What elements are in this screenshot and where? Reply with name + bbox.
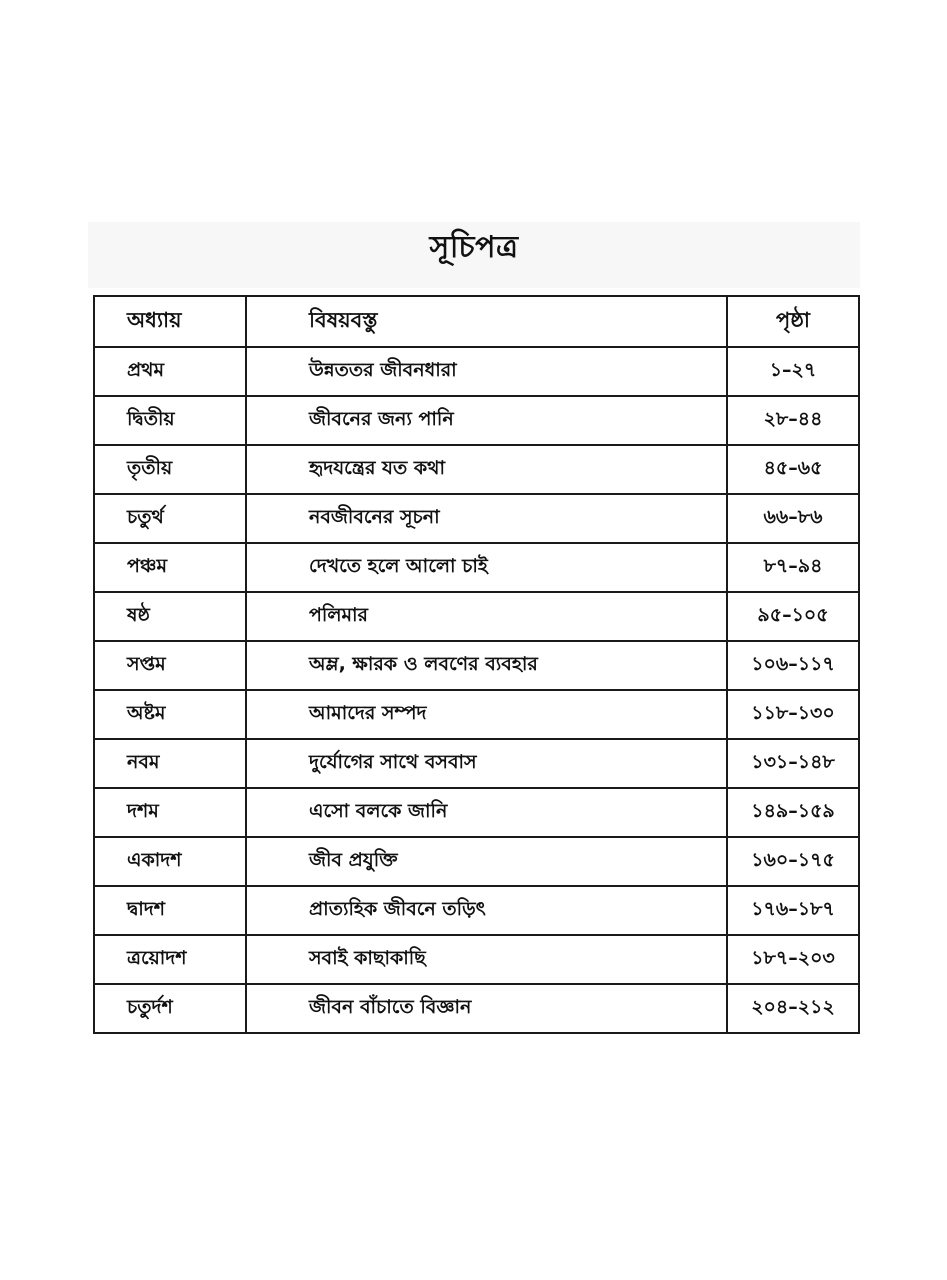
topic-cell: হৃদযন্ত্রের যত কথা xyxy=(246,445,727,494)
topic-cell: দুর্যোগের সাথে বসবাস xyxy=(246,739,727,788)
chapter-cell: চতুর্দশ xyxy=(94,984,246,1033)
table-row xyxy=(94,788,859,837)
page-range-cell: ৪৫–৬৫ xyxy=(727,445,859,494)
header-page: পৃষ্ঠা xyxy=(727,296,859,347)
chapter-cell: অষ্টম xyxy=(94,690,246,739)
table-row xyxy=(94,935,859,984)
chapter-cell: সপ্তম xyxy=(94,641,246,690)
chapter-cell: পঞ্চম xyxy=(94,543,246,592)
page-range-cell: ১০৬–১১৭ xyxy=(727,641,859,690)
topic-cell: দেখতে হলে আলো চাই xyxy=(246,543,727,592)
header-chapter: অধ্যায় xyxy=(94,296,246,347)
chapter-cell: দ্বিতীয় xyxy=(94,396,246,445)
table-row xyxy=(94,690,859,739)
table-row xyxy=(94,641,859,690)
topic-cell: প্রাত্যহিক জীবনে তড়িৎ xyxy=(246,886,727,935)
page-range-cell: ৯৫–১০৫ xyxy=(727,592,859,641)
chapter-cell: একাদশ xyxy=(94,837,246,886)
topic-cell: পলিমার xyxy=(246,592,727,641)
table-row xyxy=(94,886,859,935)
page-range-cell: ৮৭–৯৪ xyxy=(727,543,859,592)
page-range-cell: ২০৪–২১২ xyxy=(727,984,859,1033)
table-row xyxy=(94,984,859,1033)
page-range-cell: ২৮–৪৪ xyxy=(727,396,859,445)
chapter-cell: নবম xyxy=(94,739,246,788)
chapter-cell: ত্রয়োদশ xyxy=(94,935,246,984)
page-title: সূচিপত্র xyxy=(429,230,519,265)
table-of-contents xyxy=(93,295,860,1034)
chapter-cell: দশম xyxy=(94,788,246,837)
topic-cell: জীবনের জন্য পানি xyxy=(246,396,727,445)
chapter-cell: ষষ্ঠ xyxy=(94,592,246,641)
table-header-row xyxy=(94,296,859,347)
table-row xyxy=(94,543,859,592)
topic-cell: আমাদের সম্পদ xyxy=(246,690,727,739)
page-range-cell: ১১৮–১৩০ xyxy=(727,690,859,739)
page-range-cell: ১–২৭ xyxy=(727,347,859,396)
table-row xyxy=(94,837,859,886)
page-range-cell: ১৮৭–২০৩ xyxy=(727,935,859,984)
table-row xyxy=(94,347,859,396)
table-row xyxy=(94,739,859,788)
topic-cell: জীব প্রযুক্তি xyxy=(246,837,727,886)
page-range-cell: ১৩১–১৪৮ xyxy=(727,739,859,788)
page-range-cell: ১৬০–১৭৫ xyxy=(727,837,859,886)
page-range-cell: ১৪৯–১৫৯ xyxy=(727,788,859,837)
header-topic: বিষয়বস্তু xyxy=(246,296,727,347)
chapter-cell: দ্বাদশ xyxy=(94,886,246,935)
page-range-cell: ৬৬–৮৬ xyxy=(727,494,859,543)
page-range-cell: ১৭৬–১৮৭ xyxy=(727,886,859,935)
topic-cell: অম্ল, ক্ষারক ও লবণের ব্যবহার xyxy=(246,641,727,690)
topic-cell: সবাই কাছাকাছি xyxy=(246,935,727,984)
topic-cell: নবজীবনের সূচনা xyxy=(246,494,727,543)
table-row xyxy=(94,494,859,543)
topic-cell: এসো বলকে জানি xyxy=(246,788,727,837)
chapter-cell: প্রথম xyxy=(94,347,246,396)
topic-cell: উন্নততর জীবনধারা xyxy=(246,347,727,396)
table-row xyxy=(94,445,859,494)
table-row xyxy=(94,592,859,641)
chapter-cell: তৃতীয় xyxy=(94,445,246,494)
chapter-cell: চতুর্থ xyxy=(94,494,246,543)
table-row xyxy=(94,396,859,445)
topic-cell: জীবন বাঁচাতে বিজ্ঞান xyxy=(246,984,727,1033)
